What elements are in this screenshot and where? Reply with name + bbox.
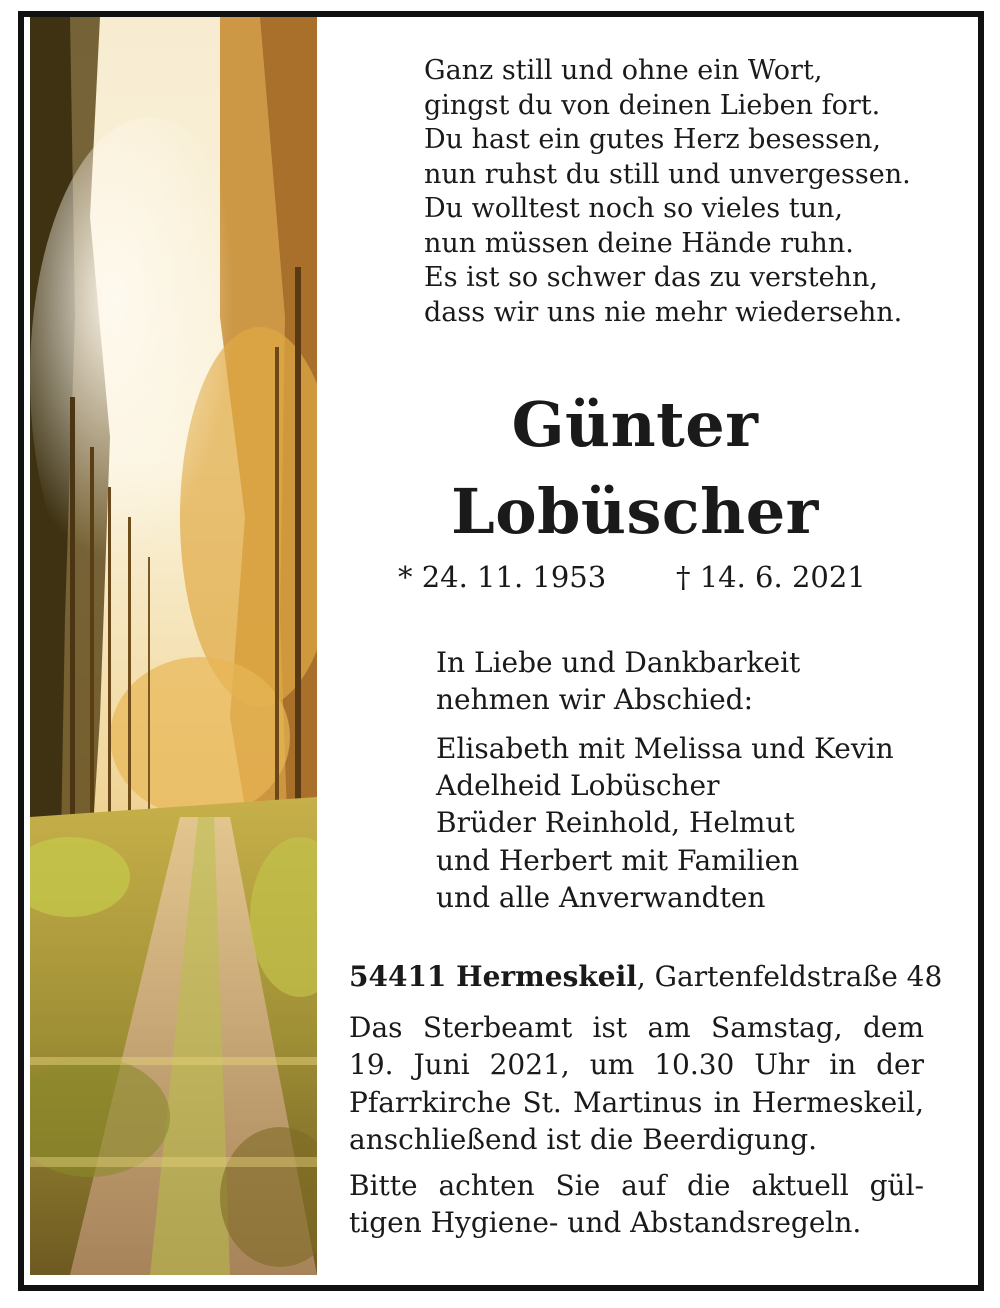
forest-path-illustration bbox=[30, 17, 317, 1275]
service-line: anschließend ist die Beerdigung. bbox=[349, 1122, 818, 1156]
forest-path-photo bbox=[30, 17, 317, 1275]
death-date: † 14. 6. 2021 bbox=[676, 560, 866, 594]
mourner-name: Adelheid Lobüscher bbox=[436, 769, 720, 803]
deceased-last-name: Lobüscher bbox=[451, 475, 819, 548]
address-place: 54411 Hermeskeil bbox=[349, 960, 637, 993]
mourners-family bbox=[436, 730, 956, 916]
poem-line: gingst du von deinen Lieben fort. bbox=[424, 89, 881, 121]
deceased-first-name: Günter bbox=[511, 388, 759, 461]
poem-line: Es ist so schwer das zu verstehn, bbox=[424, 262, 878, 293]
mourners-intro-line: In Liebe und Dankbarkeit bbox=[436, 646, 801, 679]
mourner-name: und alle Anverwandten bbox=[436, 880, 766, 914]
mourners-intro-line: nehmen wir Abschied: bbox=[436, 683, 754, 717]
poem-line: nun müssen deine Hände ruhn. bbox=[424, 227, 854, 259]
hygiene-notice bbox=[349, 1167, 924, 1242]
poem-line: Du wolltest noch so vieles tun, bbox=[424, 193, 843, 224]
service-line: Pfarrkirche St. Martinus in Hermeskeil, bbox=[349, 1085, 924, 1119]
mourner-name: Elisabeth mit Melissa und Kevin bbox=[436, 732, 894, 765]
poem-line: Ganz still und ohne ein Wort, bbox=[424, 55, 823, 86]
service-line: 19. Juni 2021, um 10.30 Uhr in der bbox=[349, 1048, 924, 1082]
poem-line: dass wir uns nie mehr wiedersehn. bbox=[424, 296, 903, 328]
notice-line: tigen Hygiene- und Abstandsregeln. bbox=[349, 1206, 862, 1240]
mourners-intro bbox=[436, 644, 956, 718]
service-details bbox=[349, 1009, 924, 1158]
address-street: , Gartenfeldstraße 48 bbox=[636, 960, 943, 993]
mourner-name: und Herbert mit Familien bbox=[436, 843, 800, 877]
notice-line: Bitte achten Sie auf die aktuell gül- bbox=[349, 1169, 924, 1202]
birth-date: * 24. 11. 1953 bbox=[398, 560, 607, 594]
mourner-name: Brüder Reinhold, Helmut bbox=[436, 806, 795, 840]
poem-line: nun ruhst du still und unvergessen. bbox=[424, 158, 911, 190]
poem bbox=[424, 54, 944, 330]
address bbox=[349, 958, 943, 995]
poem-line: Du hast ein gutes Herz besessen, bbox=[424, 124, 881, 155]
service-line: Das Sterbeamt ist am Samstag, dem bbox=[349, 1011, 924, 1044]
